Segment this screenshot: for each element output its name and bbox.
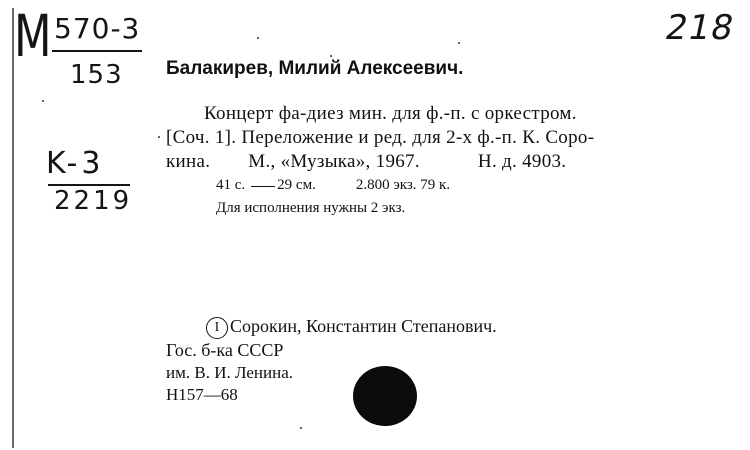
tracing-number-circle: I [206,317,228,339]
library-line-2: им. В. И. Ленина. [166,363,294,382]
author-heading: Балакирев, Милий Алексеевич. [166,58,464,79]
handwritten-corner-mark: 218 [661,8,739,48]
handwritten-call-number-bottom: 153 [70,60,123,90]
speck [42,100,44,102]
speck [330,55,332,57]
imprint-publisher: М., «Музыка», 1967. [248,151,420,172]
speck [257,37,259,39]
imprint-line [166,151,566,173]
card-number: Н157—68 [166,385,238,404]
collation-line [216,177,450,194]
handwritten-k-number-top: K-3 [46,146,105,181]
handwritten-letter-m: M [14,2,53,70]
title-line-1: Концерт фа-диез мин. для ф.-п. с оркестром. [204,103,577,124]
performance-note: Для исполнения нужны 2 экз. [216,200,406,216]
blank-mark [251,186,275,187]
imprint-name-end: кина. [166,151,211,172]
collation-size: 29 см. [277,177,316,193]
tracing-line [206,316,497,339]
handwritten-fraction-line [52,50,142,52]
speck [158,136,160,138]
collation-pages: 41 с. [216,177,246,193]
handwritten-k-number-bottom: 2219 [54,186,133,216]
title-line-2: [Соч. 1]. Переложение и ред. для 2-х ф.-п. К. Соро- [166,127,595,148]
imprint-plate-number: Н. д. 4903. [477,151,567,172]
handwritten-call-number-top: 570-3 [54,12,141,45]
speck [458,42,460,44]
library-line-1: Гос. б-ка СССР [166,340,284,360]
tracing-name: Сорокин, Константин Степанович. [230,316,497,336]
margin-rule [12,8,14,448]
punched-hole [353,366,417,426]
collation-copies-price: 2.800 экз. 79 к. [355,177,451,193]
speck [300,427,302,429]
